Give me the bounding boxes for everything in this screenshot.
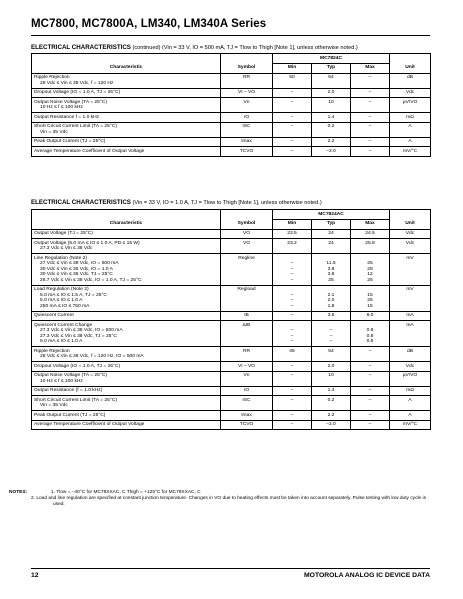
min-value: – [290,90,294,95]
symbol-cell: VI – VO [221,88,273,98]
condition-line: 5.0 mA ≤ IO ≤ 1.0 A [40,339,83,344]
max-cell [351,285,390,311]
unit-cell: dB [390,73,431,88]
max-value: 0.5 [366,339,374,344]
min-cell [273,137,312,147]
header-blank [32,210,221,220]
typ-cell [312,113,351,123]
max-value: – [368,90,372,95]
device-header: MC7824AC [273,210,390,220]
table-row [32,362,431,372]
max-cell [351,371,390,386]
typ-cell [312,285,351,311]
condition-line: 27.3 Vdc ≤ Vin ≤ 38 Vdc, IO = 500 mA [40,328,123,333]
max-value: – [368,139,372,144]
typ-cell [312,122,351,137]
table-row [32,113,431,123]
column-header-row [32,63,431,73]
max-cell [351,254,390,286]
characteristic-cell [32,137,221,147]
column-header-min: Min [273,63,312,73]
max-value: – [368,363,372,369]
characteristic-cell [32,347,221,362]
symbol-cell: RR [221,73,273,88]
typ-value: 2.0 [327,298,335,303]
typ-cell [312,396,351,411]
characteristic-cell [32,73,221,88]
min-value: – [290,328,294,333]
column-header-characteristic: Characteristic [32,219,221,229]
header-blank [390,54,431,64]
min-cell [273,285,312,311]
min-value: – [290,99,294,105]
max-cell [351,386,390,396]
column-header-typ: Typ [312,63,351,73]
unit-cell: mA [390,311,431,321]
typ-value: 1.4 [327,114,335,120]
characteristic-cell [32,113,221,123]
typ-cell [312,347,351,362]
min-cell [273,386,312,396]
min-cell [273,113,312,123]
max-cell [351,362,390,372]
min-value: – [290,388,294,393]
min-value: – [290,114,294,120]
min-value: – [290,333,294,339]
table-row [32,371,431,386]
min-cell [273,229,312,239]
electrical-characteristics-table-1 [31,53,431,157]
table-row [32,147,431,157]
column-header-symbol: Symbol [221,219,273,229]
characteristic-cell [32,371,221,386]
page-title: MC7800, MC7800A, LM340, LM340A Series [31,18,267,30]
unit-cell: µV/VO [390,371,431,386]
min-cell [273,420,312,430]
max-cell [351,98,390,113]
unit-cell: A [390,122,431,137]
max-cell [351,122,390,137]
typ-cell [312,254,351,286]
characteristic-cell [32,285,221,311]
condition-line: 27.3 Vdc ≤ Vin ≤ 38 Vdc [40,246,93,251]
condition-line: 28 Vdc ≤ Vin ≤ 38 Vdc, f = 120 Hz, IO = 500 mA [40,354,144,359]
electrical-characteristics-table-2 [31,209,431,430]
characteristic-label: Load Regulation (Note 2) [34,287,89,292]
typ-cell [312,420,351,430]
characteristic-label: Dropout Voltage (IO = 1.0 A, TJ = 25°C) [34,363,121,369]
condition-line: 28 Vdc ≤ Vin ≤ 38 Vdc, f = 120 Hz [40,80,114,86]
typ-cell [312,137,351,147]
condition-line: 26.7 Vdc ≤ Vin ≤ 38 Vdc, IO = 1.0 A, TJ = 25°C [40,277,142,283]
table-row [32,386,431,396]
min-cell [273,371,312,386]
characteristic-cell [32,254,221,286]
characteristic-cell [32,420,221,430]
unit-cell: dB [390,347,431,362]
note-2: 2. Load and line regulation are specified at constant junction temperature. Changes in VO due to heating effects must be taken into account separately. Pulse testing with low duty cycle is used. [31,495,427,507]
characteristic-label: Ripple Rejection [34,75,70,80]
typ-cell [312,88,351,98]
typ-value: 54 [328,75,334,80]
typ-cell [312,362,351,372]
symbol-cell: VO [221,229,273,239]
max-value: 25 [367,298,373,303]
min-cell [273,311,312,321]
min-cell [273,122,312,137]
characteristic-cell [32,88,221,98]
max-value: 28 [367,266,373,272]
symbol-cell: rO [221,386,273,396]
min-value: – [290,124,294,129]
typ-value: – [329,333,333,339]
min-cell [273,347,312,362]
min-value: – [290,303,294,309]
characteristic-cell [32,239,221,254]
max-value: 0.8 [366,333,374,339]
table-row [32,122,431,137]
header-rule [31,35,430,36]
min-value: 23.2 [287,240,297,246]
characteristic-label: Output Resistance (f = 1.0 kHz) [34,388,103,393]
condition-line: 10 Hz ≤ f ≤ 100 kHz [40,378,83,384]
min-value: – [290,277,294,283]
characteristic-label: Short Circuit Current Limit (TA = 25°C) [34,397,117,403]
table2-title [31,199,322,206]
condition-line: Vin = 35 Vdc [40,129,68,135]
characteristic-cell [32,396,221,411]
min-value: – [290,261,294,266]
unit-cell: mV [390,254,431,286]
max-value: 25 [367,277,373,283]
table2-title-conditions: (Vin = 33 V, IO = 1.0 A, TJ = Tlow to Thigh [Note 1], unless otherwise noted.) [130,200,322,206]
symbol-cell: TCVO [221,420,273,430]
min-cell [273,254,312,286]
table1-title-bold: ELECTRICAL CHARACTERISTICS [31,44,131,51]
column-header-max: Max [351,219,390,229]
max-value: – [368,114,372,120]
typ-cell [312,73,351,88]
characteristic-label: Output Voltage (5.0 mA ≤ IO ≤ 1.0 A, PD ≤ 15 W) [34,240,140,246]
typ-value: 0.2 [327,124,335,129]
characteristic-cell [32,311,221,321]
column-header-unit: Unit [390,219,431,229]
typ-value: 10 [328,373,334,378]
page-number: 12 [31,572,39,579]
unit-cell: mA [390,321,431,347]
max-value: – [368,412,372,418]
max-cell [351,411,390,421]
publisher-name: MOTOROLA ANALOG IC DEVICE DATA [304,572,430,579]
max-value: 24.5 [365,231,375,236]
min-cell [273,98,312,113]
table2-title-bold: ELECTRICAL CHARACTERISTICS [31,199,131,206]
condition-line: 250 mA ≤ IO ≤ 750 mA [40,303,90,309]
characteristic-label: Output Noise Voltage (TA = 25°C) [34,99,107,105]
characteristic-label: Output Voltage (TJ = 25°C) [34,231,93,236]
typ-value: – [329,328,333,333]
typ-value: 1.4 [327,388,335,393]
condition-line: 5.0 mA ≤ IO ≤ 1.0 A [40,298,83,303]
header-blank [221,54,273,64]
column-header-characteristic: Characteristic [32,63,221,73]
min-value: – [290,412,294,418]
unit-cell: Vdc [390,239,431,254]
table1-title-conditions: (continued) (Vin = 33 V, IO = 500 mA, TJ = Tlow to Thigh [Note 1], unless otherwise noted.) [130,45,358,51]
min-value: – [290,139,294,144]
min-value: – [290,266,294,272]
unit-cell: Vdc [390,88,431,98]
unit-cell: Vdc [390,362,431,372]
table-row [32,98,431,113]
characteristic-cell [32,147,221,157]
table-row [32,73,431,88]
symbol-cell: Imax [221,137,273,147]
unit-cell: mΩ [390,386,431,396]
table-row [32,239,431,254]
typ-value: 2.0 [327,363,335,369]
table-row [32,285,431,311]
characteristic-cell [32,321,221,347]
column-header-min: Min [273,219,312,229]
min-cell [273,321,312,347]
characteristic-label: Short Circuit Current Limit (TA = 25°C) [34,124,117,129]
column-header-symbol: Symbol [221,63,273,73]
characteristic-label: Peak Output Current (TJ = 25°C) [34,412,106,418]
min-value: – [290,339,294,344]
characteristic-cell [32,411,221,421]
symbol-cell: ISC [221,122,273,137]
max-cell [351,396,390,411]
condition-line: 30 Vdc ≤ Vin ≤ 36 Vdc, IO = 1.0 A [40,266,113,272]
symbol-cell: Imax [221,411,273,421]
characteristic-label: Line Regulation (Note 2) [34,255,88,261]
typ-value: –2.0 [326,148,336,154]
typ-value: 3.8 [327,272,335,277]
characteristic-cell [32,98,221,113]
min-value: – [290,298,294,303]
header-blank [221,210,273,220]
characteristic-label: Quiescent Current [34,313,74,318]
max-value: – [368,75,372,80]
column-header-row [32,219,431,229]
max-value: – [368,388,372,393]
symbol-cell: RR [221,347,273,362]
unit-cell: A [390,411,431,421]
note-1-text: 1. Tlow = –40°C for MC78XXAC, C Thigh = +125°C for MC78XXAC, C [51,490,201,495]
min-value: – [290,148,294,154]
notes-label: NOTES: [9,490,28,495]
header-row [32,54,431,64]
unit-cell: mV [390,285,431,311]
column-header-unit: Unit [390,63,431,73]
condition-line: 27.3 Vdc ≤ Vin ≤ 38 Vdc, TJ = 25°C [40,333,117,339]
min-value: 50 [289,75,295,80]
symbol-cell: VI – VO [221,362,273,372]
unit-cell: mΩ [390,113,431,123]
typ-cell [312,147,351,157]
table-row [32,321,431,347]
symbol-cell: Regline [221,254,273,286]
typ-value: –2.0 [326,422,336,427]
max-value: 12 [367,272,373,277]
max-cell [351,347,390,362]
unit-cell: mV/°C [390,147,431,157]
characteristic-cell [32,362,221,372]
table1-title [31,44,358,51]
max-cell [351,73,390,88]
max-cell [351,311,390,321]
typ-value: 2.0 [327,90,335,95]
symbol-cell: Vn [221,371,273,386]
notes-block [9,490,431,507]
max-value: – [368,124,372,129]
table-row [32,254,431,286]
min-value: – [290,397,294,403]
table-row [32,420,431,430]
max-value: 6.0 [366,313,374,318]
symbol-cell: IB [221,311,273,321]
typ-value: 10 [328,99,334,105]
min-cell [273,411,312,421]
max-value: – [368,397,372,403]
typ-value: 2.2 [327,412,335,418]
characteristic-label: Average Temperature Coefficient of Output Voltage [34,148,145,154]
characteristic-cell [32,386,221,396]
typ-value: 54 [328,348,334,354]
table-row [32,311,431,321]
footer-rule [31,568,430,569]
min-value: – [290,292,294,298]
characteristic-label: Quiescent Current Change [34,322,93,328]
characteristic-label: Dropout Voltage (IO = 1.0 A, TJ = 25°C) [34,90,121,95]
max-value: – [368,348,372,354]
min-cell [273,362,312,372]
min-cell [273,396,312,411]
unit-cell: A [390,396,431,411]
table-row [32,347,431,362]
min-value: 45 [289,348,295,354]
header-row [32,210,431,220]
symbol-cell: rO [221,113,273,123]
condition-line: 10 Hz ≤ f ≤ 100 kHz [40,105,83,110]
condition-line: 5.0 mA ≤ IO ≤ 1.5 A, TJ = 25°C [40,292,107,298]
min-value: – [290,313,294,318]
max-cell [351,321,390,347]
typ-cell [312,386,351,396]
header-blank [32,54,221,64]
characteristic-label: Output Noise Voltage (TA = 25°C) [34,373,107,378]
max-cell [351,229,390,239]
typ-cell [312,98,351,113]
max-value: – [368,422,372,427]
characteristic-label: Ripple Rejection [34,348,70,354]
min-cell [273,147,312,157]
typ-value: 0.2 [327,397,335,403]
max-value: – [368,99,372,105]
characteristic-cell [32,229,221,239]
unit-cell: Vdc [390,229,431,239]
max-cell [351,147,390,157]
symbol-cell: VO [221,239,273,254]
min-value: – [290,272,294,277]
typ-value: 24 [328,231,334,236]
typ-value: 24 [328,240,334,246]
min-cell [273,239,312,254]
characteristic-label: Peak Output Current (TJ = 25°C) [34,139,106,144]
max-value: – [368,148,372,154]
typ-cell [312,321,351,347]
min-value: – [290,422,294,427]
unit-cell: µV/VO [390,98,431,113]
min-value: – [290,363,294,369]
typ-value: 25 [328,277,334,283]
symbol-cell: ISC [221,396,273,411]
typ-value: 1.8 [327,303,335,309]
condition-line: 27 Vdc ≤ Vin ≤ 38 Vdc, IO = 500 mA [40,261,119,266]
typ-value: 11.5 [326,261,336,266]
typ-value: – [329,339,333,344]
characteristic-label: Output Resistance f = 1.0 kHz [34,114,100,120]
condition-line: Vin = 35 Vdc [40,403,68,408]
column-header-max: Max [351,63,390,73]
characteristic-label: Average Temperature Coefficient of Output Voltage [34,422,145,427]
table-row [32,137,431,147]
header-blank [390,210,431,220]
typ-value: 3.8 [327,266,335,272]
device-header: MC7824C [273,54,390,64]
typ-value: 2.1 [327,292,335,298]
typ-cell [312,371,351,386]
table-row [32,396,431,411]
typ-cell [312,229,351,239]
typ-cell [312,411,351,421]
max-value: – [368,373,372,378]
unit-cell: A [390,137,431,147]
symbol-cell: Regload [221,285,273,311]
typ-cell [312,311,351,321]
table-row [32,411,431,421]
typ-value: 3.6 [327,313,335,318]
symbol-cell: ΔIB [221,321,273,347]
unit-cell: mV/°C [390,420,431,430]
condition-line: 30 Vdc ≤ Vin ≤ 36 Vdc, TJ = 25°C [40,272,113,277]
max-cell [351,420,390,430]
max-value: 25.8 [365,240,375,246]
characteristic-cell [32,122,221,137]
table-row [32,88,431,98]
min-value: – [290,373,294,378]
typ-cell [312,239,351,254]
max-cell [351,137,390,147]
table-row [32,229,431,239]
min-cell [273,73,312,88]
max-cell [351,88,390,98]
column-header-typ: Typ [312,219,351,229]
max-cell [351,239,390,254]
typ-value: 2.2 [327,139,335,144]
max-value: 25 [367,261,373,266]
max-value: 0.8 [366,328,374,333]
min-cell [273,88,312,98]
max-cell [351,113,390,123]
max-value: 15 [367,292,373,298]
symbol-cell: Vn [221,98,273,113]
min-value: 23.5 [287,231,297,236]
symbol-cell: TCVO [221,147,273,157]
max-value: 15 [367,303,373,309]
